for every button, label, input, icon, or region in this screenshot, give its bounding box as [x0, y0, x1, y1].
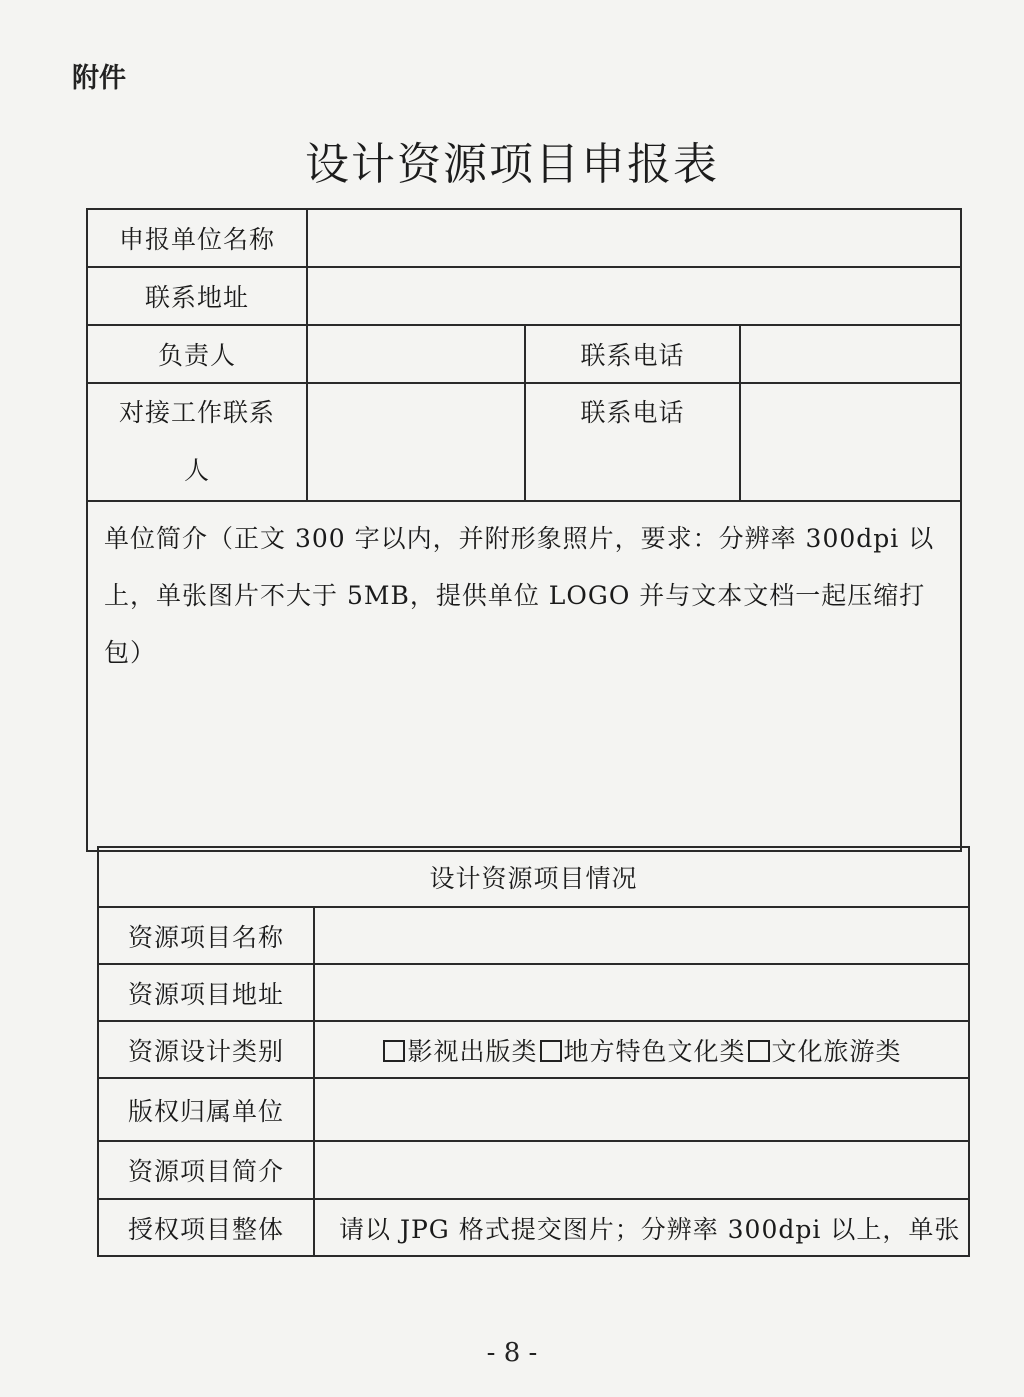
copyright-owner-label: 版权归属单位 [98, 1078, 314, 1141]
address-label: 联系地址 [87, 267, 307, 325]
checkbox-film-publishing[interactable] [383, 1040, 405, 1062]
authorization-text: 请以 JPG 格式提交图片；分辨率 300dpi 以上，单张 [314, 1199, 969, 1256]
project-address-field[interactable] [314, 964, 969, 1021]
project-info-table [97, 846, 970, 1257]
checkbox-culture-tourism[interactable] [748, 1040, 770, 1062]
page-title: 设计资源项目申报表 [305, 139, 719, 190]
design-category-options [314, 1021, 969, 1078]
phone-label-1: 联系电话 [525, 325, 740, 383]
project-section-title: 设计资源项目情况 [98, 847, 969, 907]
contact-phone-field[interactable] [740, 383, 961, 501]
unit-intro-cell[interactable] [87, 501, 961, 851]
unit-intro-text: 单位简介（正文 300 字以内，并附形象照片，要求：分辨率 300dpi 以上，单张图片不大于 5MB，提供单位 LOGO 并与文本文档一起压缩打包） [104, 524, 935, 667]
contact-person-label [87, 383, 307, 501]
option-local-culture: 地方特色文化类 [563, 1036, 746, 1066]
unit-name-label: 申报单位名称 [87, 209, 307, 267]
contact-person-field[interactable] [307, 383, 525, 501]
contact-label-line2: 人 [183, 456, 210, 485]
attachment-label: 附件 [72, 63, 126, 94]
design-category-label: 资源设计类别 [98, 1021, 314, 1078]
option-film-publishing: 影视出版类 [407, 1036, 538, 1066]
principal-phone-field[interactable] [740, 325, 961, 383]
option-culture-tourism: 文化旅游类 [771, 1036, 902, 1066]
project-summary-field[interactable] [314, 1141, 969, 1199]
project-name-field[interactable] [314, 907, 969, 964]
contact-label-line1: 对接工作联系 [118, 398, 275, 427]
applicant-info-table [86, 208, 962, 852]
address-field[interactable] [307, 267, 961, 325]
page-number: - 8 - [486, 1338, 538, 1368]
copyright-owner-field[interactable] [314, 1078, 969, 1141]
project-name-label: 资源项目名称 [98, 907, 314, 964]
principal-field[interactable] [307, 325, 525, 383]
project-summary-label: 资源项目简介 [98, 1141, 314, 1199]
unit-name-field[interactable] [307, 209, 961, 267]
project-address-label: 资源项目地址 [98, 964, 314, 1021]
principal-label: 负责人 [87, 325, 307, 383]
checkbox-local-culture[interactable] [540, 1040, 562, 1062]
authorization-label: 授权项目整体 [98, 1199, 314, 1256]
phone-label-2: 联系电话 [525, 383, 740, 501]
